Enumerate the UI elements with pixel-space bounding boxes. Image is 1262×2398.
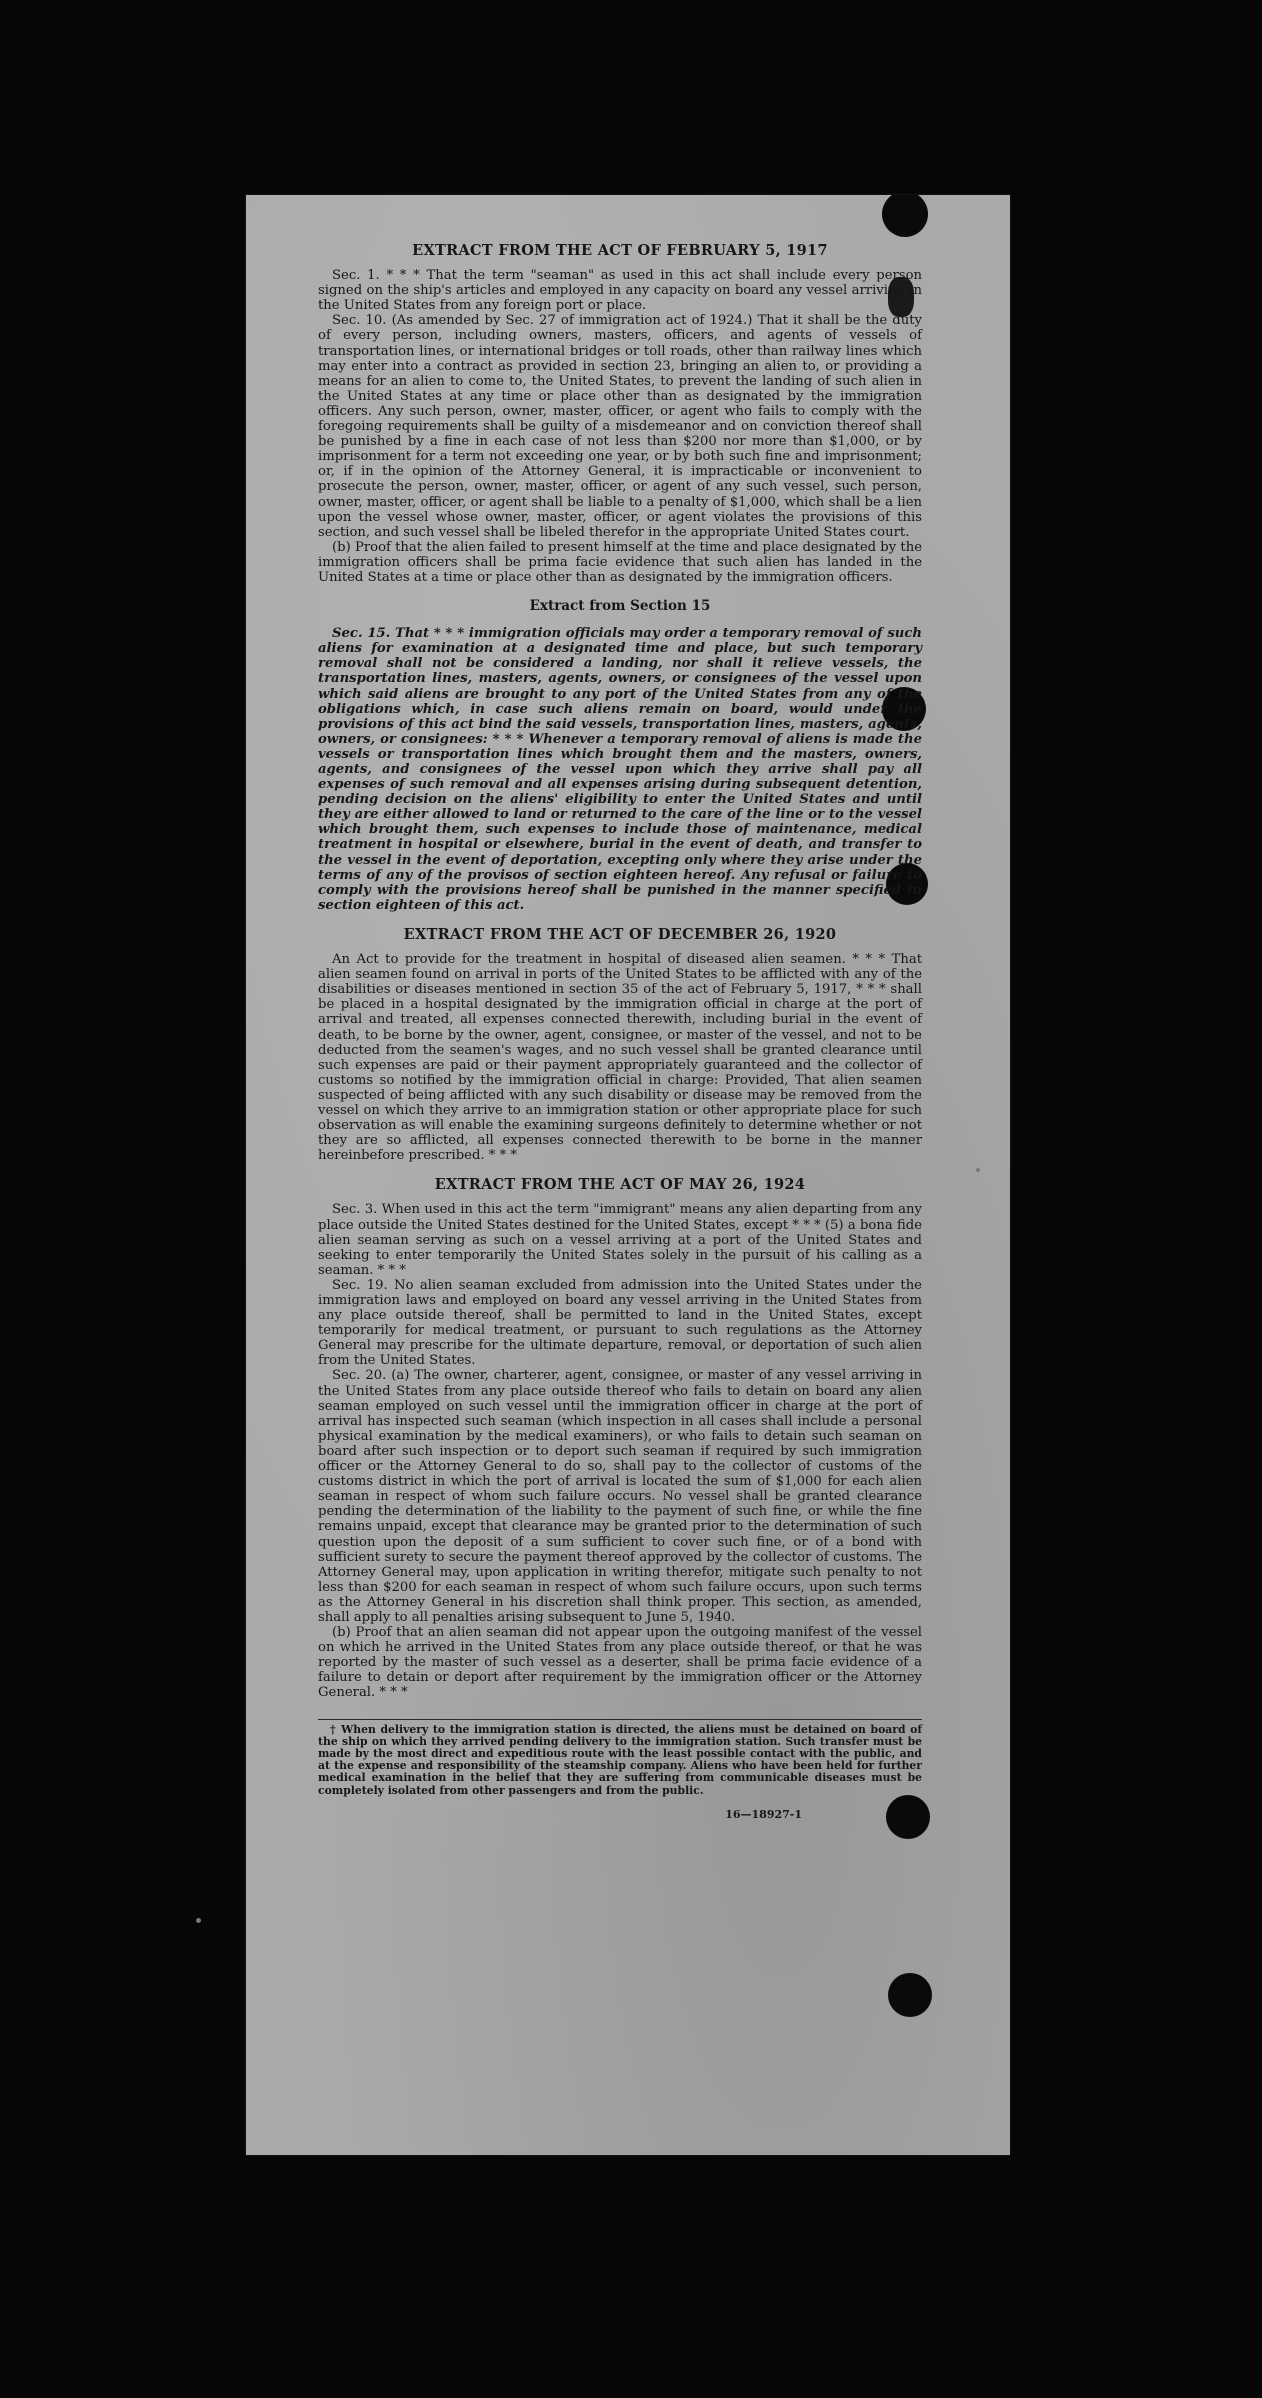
punch-hole-bottom — [888, 1973, 932, 2017]
section-3: Sec. 3. When used in this act the term "immigrant" means any alien departing from any place outside the United States destined for the United States, except * * * (5) a bona fide alien seaman serving as such on a vessel arriving at a port of the United States and seeking to enter temporarily the United States solely in the pursuit of his calling as a seaman. * * * — [318, 1202, 922, 1278]
heading-act-1920: EXTRACT FROM THE ACT OF DECEMBER 26, 1920 — [403, 925, 837, 943]
section-1: Sec. 1. * * * That the term "seaman" as used in this act shall include every person signed on the ship's articles and employed in any capacity on board any vessel arriving in the United States from any foreign port or place. — [318, 268, 922, 314]
section-15: Sec. 15. That * * * immigration officials may order a temporary removal of such aliens for examination at a designated time and place, but such temporary removal shall not be considered a landing, nor shall it relieve vessels, the transportation lines, masters, agents, owners, or consignees of the vessel upon which said aliens are brought to any port of the United States from any of the obligations which, in case such aliens remain on board, would under the provisions of this act bind the said vessels, transportation lines, masters, agents, owners, or consignees: * * * Whenever a temporary removal of aliens is made the vessels or transportation lines which brought them and the masters, owners, agents, and consignees of the vessel upon which they arrive shall pay all expenses of such removal and all expenses arising during subsequent detention, pending decision on the aliens' eligibility to enter the United States and until they are either allowed to land or returned to the care of the line or to the vessel which brought them, such expenses to include those of maintenance, medical treatment in hospital or elsewhere, burial in the event of death, and transfer to the vessel in the event of deportation, excepting only where they arise under the terms of any of the provisos of section eighteen hereof. Any refusal or failure to comply with the provisions hereof shall be punished in the manner specified in section eighteen of this act. — [318, 626, 922, 913]
heading-act-1924: EXTRACT FROM THE ACT OF MAY 26, 1924 — [434, 1176, 806, 1194]
document-page — [246, 195, 1010, 2155]
footnote-text: † When delivery to the immigration station is directed, the aliens must be detained on board of the ship on which they arrived pending delivery to the immigration station. Such transfer must be made by the most direct and expeditious route with the least possible contact with the public, and at the expense and responsibility of the steamship company. Aliens who have been held for further medical examination in the belief that they are suffering from communicable diseases must be completely isolated from other passengers and from the public. — [318, 1722, 922, 1797]
section-20b: (b) Proof that an alien seaman did not appear upon the outgoing manifest of the vessel on which he arrived in the United States from any place outside thereof, or that he was reported by the master of such vessel as a deserter, shall be prima facie evidence of a failure to detain or deport after requirement by the immigration officer or the Attorney General. * * * — [318, 1625, 922, 1701]
heading-section-15: Extract from Section 15 — [529, 598, 711, 615]
section-10b: (b) Proof that the alien failed to present himself at the time and place designated by the immigration officers shall be prima facie evidence that such alien has landed in the United States at a time or place other than as designated by the immigration officers. — [318, 539, 922, 585]
heading-act-1917: EXTRACT FROM THE ACT OF FEBRUARY 5, 1917 — [412, 242, 828, 259]
act-1920-text: An Act to provide for the treatment in hospital of diseased alien seamen. * * * That alien seamen found on arrival in ports of the United States to be afflicted with any of the disabilities or diseases mentioned in section 35 of the act of February 5, 1917, * * * shall be placed in a hospital designated by the immigration official in charge at the port of arrival and treated, all expenses connected therewith, including burial in the event of death, to be borne by the owner, agent, consignee, or master of the vessel, and not to be deducted from the seamen's wages, and no such vessel shall be granted clearance until such expenses are paid or their payment appropriately guaranteed and the collector of customs so notified by the immigration official in charge: Provided, That alien seamen suspected of being afflicted with any such disability or disease may be removed from the vessel on which they arrive to an immigration station or other appropriate place for such observation as will enable the examining surgeons definitely to determine whether or not they are so afflicted, all expenses connected therewith to be borne in the manner hereinbefore prescribed. * * * — [318, 952, 922, 1164]
punch-hole-top — [882, 195, 928, 237]
footnote-block — [318, 1719, 922, 1797]
document-text — [318, 237, 922, 1822]
section-15-block — [318, 626, 922, 913]
section-10a: Sec. 10. (As amended by Sec. 27 of immigration act of 1924.) That it shall be the duty of every person, including owners, masters, officers, and agents of vessels of transportation lines, or international bridges or toll roads, other than railway lines which may enter into a contract as provided in section 23, bringing an alien to, or providing a means for an alien to come to, the United States, to prevent the landing of such alien in the United States at any time or place other than as designated by the immigration officers. Any such person, owner, master, officer, or agent who fails to comply with the foregoing requirements shall be guilty of a misdemeanor and on conviction thereof shall be punished by a fine in each case of not less than $200 nor more than $1,000, or by imprisonment for a term not exceeding one year, or by both such fine and imprisonment; or, if in the opinion of the Attorney General, it is impracticable or inconvenient to prosecute the person, owner, master, officer, or agent of any such vessel, such person, owner, master, officer, or agent shall be liable to a penalty of $1,000, which shall be a lien upon the vessel whose owner, master, officer, or agent violates the provisions of this section, and such vessel shall be libeled therefor in the appropriate United States court. — [318, 313, 922, 540]
section-20a: Sec. 20. (a) The owner, charterer, agent, consignee, or master of any vessel arriving in the United States from any place outside thereof who fails to detain on board any alien seaman employed on such vessel until the immigration officer in charge at the port of arrival has inspected such seaman (which inspection in all cases shall include a personal physical examination by the medical examiners), or who fails to detain such seaman on board after such inspection or to deport such seaman if required by such immigration officer or the Attorney General to do so, shall pay to the collector of customs of the customs district in which the port of arrival is located the sum of $1,000 for each alien seaman in respect of whom such failure occurs. No vessel shall be granted clearance pending the determination of the liability to the payment of such fine, or while the fine remains unpaid, except that clearance may be granted prior to the determination of such question upon the deposit of a sum sufficient to cover such fine, or of a bond with sufficient surety to secure the payment thereof approved by the collector of customs. The Attorney General may, upon application in writing therefor, mitigate such penalty to not less than $200 for each seaman in respect of whom such failure occurs, upon such terms as the Attorney General in his discretion shall think proper. This section, as amended, shall apply to all penalties arising subsequent to June 5, 1940. — [318, 1368, 922, 1625]
section-19: Sec. 19. No alien seaman excluded from admission into the United States under the immigration laws and employed on board any vessel arriving in the United States from any place outside thereof, shall be permitted to land in the United States, except temporarily for medical treatment, or pursuant to such regulations as the Attorney General may prescribe for the ultimate departure, removal, or deportation of such alien from the United States. — [318, 1277, 922, 1369]
scan-mark-left — [196, 1918, 201, 1923]
scan-mark-right — [976, 1168, 980, 1172]
print-code: 16—18927-1 — [725, 1807, 802, 1821]
